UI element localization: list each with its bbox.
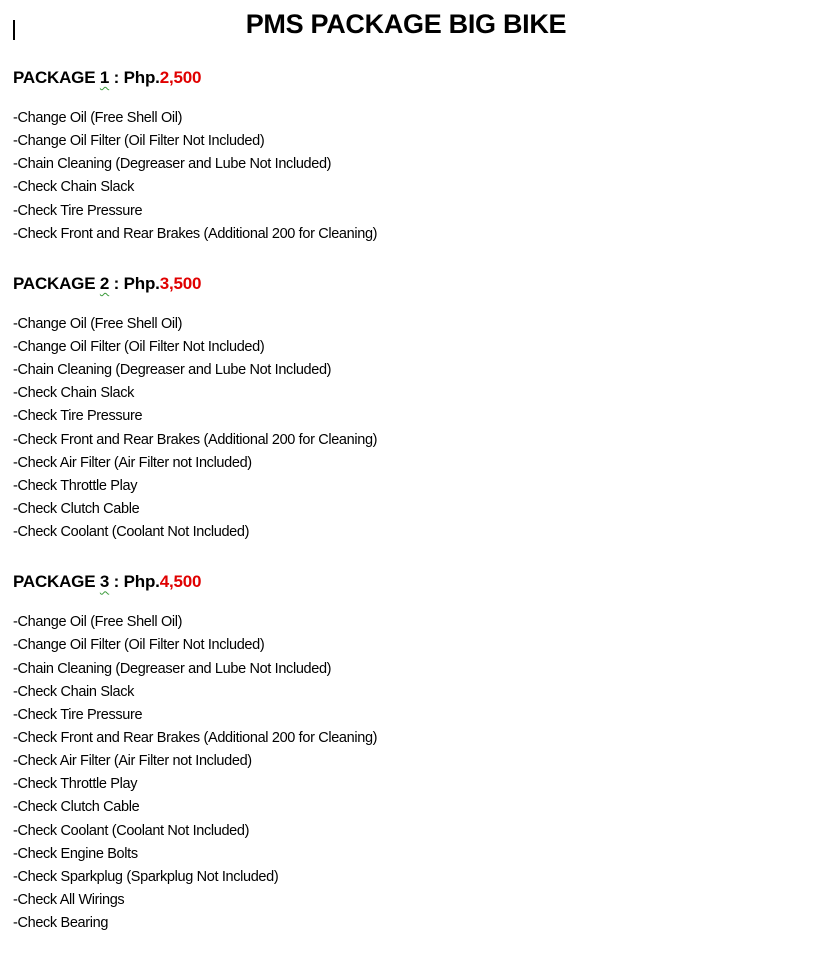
service-item: -Chain Cleaning (Degreaser and Lube Not Included) <box>13 362 332 379</box>
package-section <box>13 570 377 935</box>
service-item: -Change Oil (Free Shell Oil) <box>13 110 183 126</box>
service-item: -Check Chain Slack <box>13 385 135 402</box>
package-price: 2,500 <box>159 68 202 87</box>
package-number: 1 <box>99 68 110 87</box>
package-label: PACKAGE <box>13 68 96 87</box>
service-item: -Check Clutch Cable <box>13 799 140 816</box>
service-item: -Check Bearing <box>13 915 109 932</box>
package-label: PACKAGE <box>13 273 96 293</box>
service-item: -Check Engine Bolts <box>13 845 138 862</box>
price-prefix: : Php. <box>109 572 160 592</box>
service-item: -Check Tire Pressure <box>13 202 143 219</box>
service-item: -Check Clutch Cable <box>13 500 140 517</box>
package-price: 4,500 <box>159 572 202 592</box>
service-item: -Check Sparkplug (Sparkplug Not Included) <box>13 868 279 885</box>
service-item: -Check Tire Pressure <box>13 408 143 425</box>
service-item: -Check Front and Rear Brakes (Additional 200 for Cleaning) <box>13 431 378 448</box>
service-item: -Check Chain Slack <box>13 683 135 700</box>
service-item: -Chain Cleaning (Degreaser and Lube Not Included) <box>13 660 332 677</box>
service-item: -Check Air Filter (Air Filter not Included) <box>13 753 252 770</box>
service-item: -Chain Cleaning (Degreaser and Lube Not Included) <box>13 156 332 173</box>
package-number: 2 <box>99 273 110 293</box>
package-section <box>13 272 377 544</box>
service-item: -Check Coolant (Coolant Not Included) <box>13 822 250 839</box>
service-item: -Check All Wirings <box>13 891 125 908</box>
package-section <box>13 66 377 246</box>
service-item: -Check Coolant (Coolant Not Included) <box>13 524 250 541</box>
service-item: -Check Throttle Play <box>13 477 138 494</box>
package-header <box>13 272 377 296</box>
service-item: -Change Oil (Free Shell Oil) <box>13 614 183 631</box>
service-item: -Check Front and Rear Brakes (Additional 200 for Cleaning) <box>13 729 378 746</box>
service-item: -Change Oil Filter (Oil Filter Not Included) <box>13 133 265 150</box>
service-item: -Check Front and Rear Brakes (Additional 200 for Cleaning) <box>13 225 378 242</box>
document-title: PMS PACKAGE BIG BIKE <box>245 9 567 39</box>
service-item: -Change Oil Filter (Oil Filter Not Included) <box>13 637 265 654</box>
package-number: 3 <box>99 572 110 592</box>
service-item: -Change Oil (Free Shell Oil) <box>13 315 183 332</box>
package-price: 3,500 <box>159 273 202 293</box>
service-item: -Check Chain Slack <box>13 179 135 196</box>
service-item: -Change Oil Filter (Oil Filter Not Included) <box>13 338 265 355</box>
package-label: PACKAGE <box>13 572 96 592</box>
price-prefix: : Php. <box>109 273 160 293</box>
service-item: -Check Air Filter (Air Filter not Included) <box>13 454 252 471</box>
document-body[interactable] <box>13 66 377 961</box>
service-item: -Check Throttle Play <box>13 776 138 793</box>
price-prefix: : Php. <box>109 68 160 87</box>
service-item: -Check Tire Pressure <box>13 706 143 723</box>
package-header <box>13 570 377 594</box>
package-header <box>13 66 377 90</box>
